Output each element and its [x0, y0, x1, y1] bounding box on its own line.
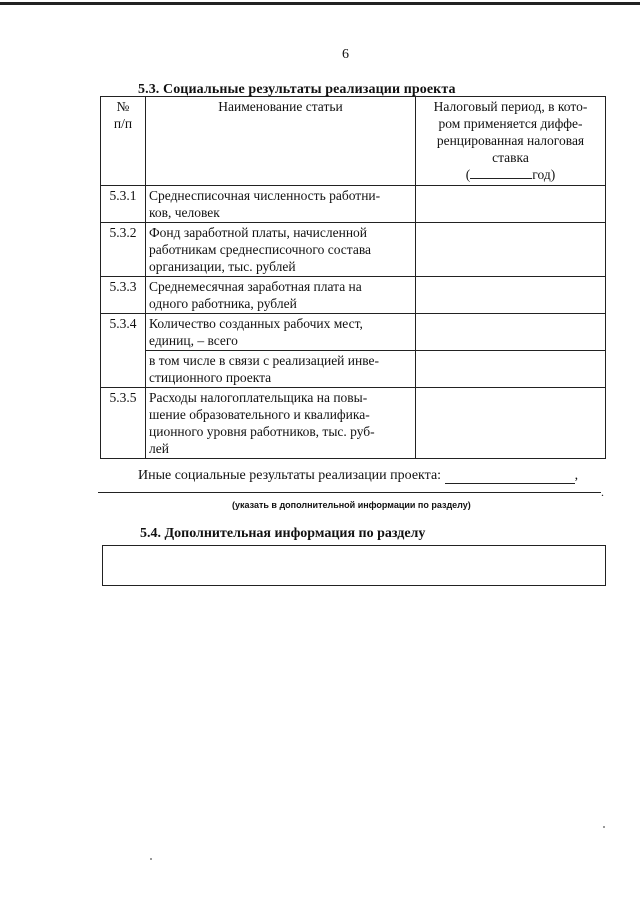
- row-item-line: стиционного проекта: [149, 370, 272, 385]
- row-item-line: единиц, – всего: [149, 333, 238, 348]
- row-item-line: Расходы налогоплательщика на повы-: [149, 390, 368, 405]
- header-tax-period-cell: [416, 97, 606, 186]
- header-tax-period-line: ренцированная налоговая: [436, 133, 585, 148]
- row-value-cell[interactable]: [416, 388, 606, 459]
- scan-speck: [603, 826, 605, 828]
- row-value-cell[interactable]: [416, 277, 606, 314]
- other-results-blank[interactable]: [445, 469, 575, 484]
- page-number: 6: [342, 47, 349, 62]
- header-tax-period-line: ставка: [492, 150, 529, 165]
- row-item-line: лей: [149, 441, 169, 456]
- header-number-cell: [101, 97, 146, 186]
- row-number: 5.3.3: [101, 277, 146, 314]
- section2-title: 5.4. Дополнительная информация по разделу: [140, 526, 426, 541]
- row-number: 5.3.4: [101, 314, 146, 388]
- page-top-border: [0, 2, 640, 5]
- year-label: год): [532, 167, 556, 182]
- other-results-hint: (указать в дополнительной информации по разделу): [232, 500, 471, 510]
- row-item-line: работникам среднесписочного состава: [149, 242, 372, 257]
- row-item-line: Количество созданных рабочих мест,: [149, 316, 363, 331]
- additional-info-box[interactable]: [102, 545, 606, 586]
- row-item-line: одного работника, рублей: [149, 296, 297, 311]
- social-results-table: [100, 96, 606, 459]
- row-number: 5.3.1: [101, 186, 146, 223]
- scan-speck: [150, 858, 152, 860]
- row-item-line: в том числе в связи с реализацией инве-: [149, 353, 380, 368]
- row-value-cell[interactable]: [416, 351, 606, 388]
- row-item-cell: [146, 351, 416, 388]
- row-value-cell[interactable]: [416, 223, 606, 277]
- header-item-name: Наименование статьи: [218, 99, 343, 114]
- table-row: [101, 186, 606, 223]
- row-item-line: шение образовательного и квалифика-: [149, 407, 370, 422]
- other-results-label: Иные социальные результаты реализации проекта:: [138, 468, 442, 483]
- row-number: 5.3.2: [101, 223, 146, 277]
- year-open-paren: (: [465, 167, 471, 182]
- year-blank: [470, 166, 532, 179]
- rule-end-dot: .: [601, 485, 604, 499]
- row-item-line: Среднемесячная заработная плата на: [149, 279, 362, 294]
- row-item-cell: [146, 223, 416, 277]
- table-row: [101, 223, 606, 277]
- header-tax-period-line: ром применяется диффе-: [438, 116, 583, 131]
- row-item-cell: [146, 314, 416, 351]
- other-results-line: [138, 468, 578, 484]
- table-row: [101, 388, 606, 459]
- row-item-line: ков, человек: [149, 205, 220, 220]
- table-header-row: [101, 97, 606, 186]
- table-row: [101, 351, 606, 388]
- row-item-cell: [146, 277, 416, 314]
- header-item-name-cell: [146, 97, 416, 186]
- other-results-comma: ,: [574, 468, 579, 483]
- header-number-sign: №: [116, 99, 130, 114]
- row-value-cell[interactable]: [416, 314, 606, 351]
- header-year-field: [419, 166, 602, 183]
- table-row: [101, 314, 606, 351]
- row-item-cell: [146, 388, 416, 459]
- row-value-cell[interactable]: [416, 186, 606, 223]
- other-results-continuation-rule[interactable]: [98, 492, 601, 493]
- header-number-abbrev: п/п: [113, 116, 133, 131]
- row-item-line: Среднесписочная численность работни-: [149, 188, 381, 203]
- section-title: 5.3. Социальные результаты реализации проекта: [138, 82, 456, 97]
- row-item-cell: [146, 186, 416, 223]
- row-item-line: ционного уровня работников, тыс. руб-: [149, 424, 375, 439]
- row-item-line: организации, тыс. рублей: [149, 259, 296, 274]
- row-number: 5.3.5: [101, 388, 146, 459]
- table-row: [101, 277, 606, 314]
- header-tax-period-line: Налоговый период, в кото-: [433, 99, 588, 114]
- row-item-line: Фонд заработной платы, начисленной: [149, 225, 368, 240]
